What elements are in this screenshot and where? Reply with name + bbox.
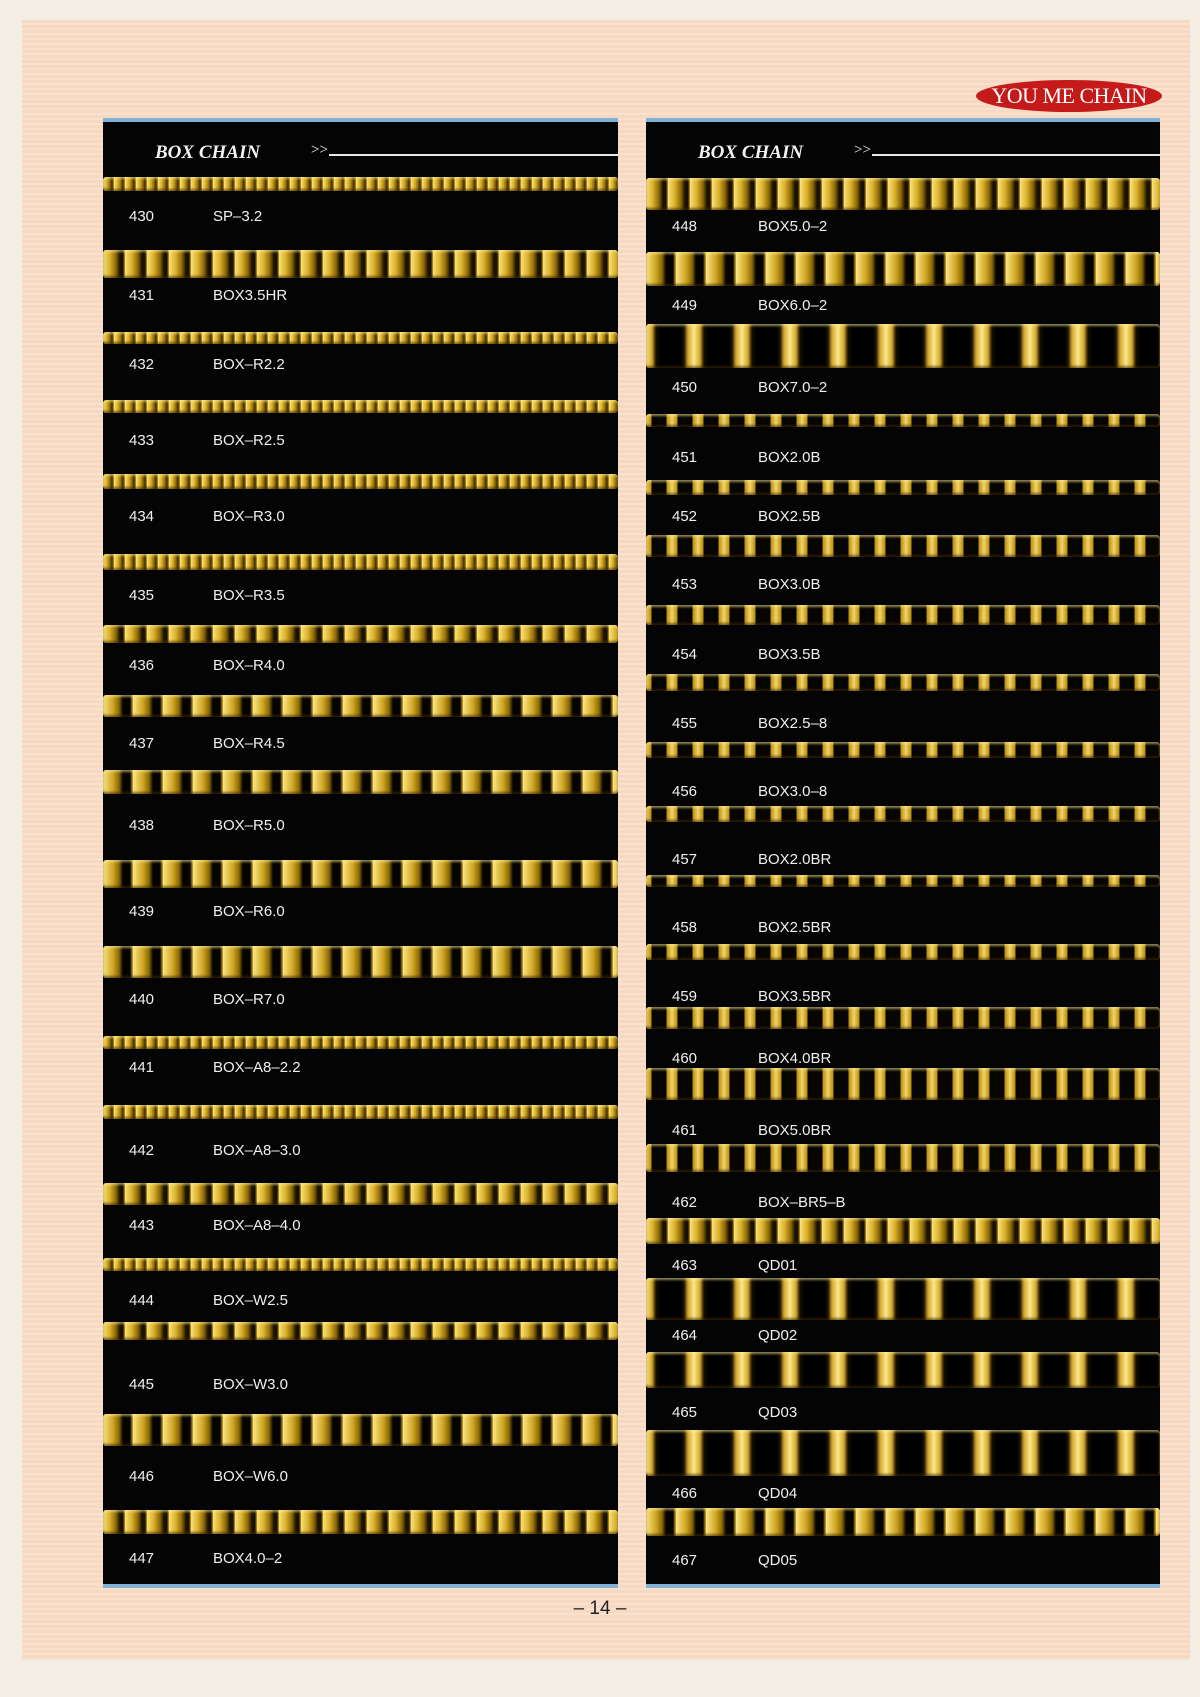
header-rule [872,154,1160,156]
item-code: BOX5.0–2 [758,218,828,235]
item-number: 449 [672,297,698,314]
item-code: BOX–W6.0 [213,1468,289,1485]
item-code: BOX2.5BR [758,919,832,936]
item-code: BOX3.5HR [213,287,288,304]
chain-image [103,1322,618,1340]
item-number: 452 [672,508,698,525]
item-code: BOX2.5B [758,508,821,525]
chain-image [646,1352,1160,1388]
item-code: QD05 [758,1552,798,1569]
panel-header [103,122,618,174]
chain-image [103,177,618,191]
chain-image [103,1414,618,1446]
item-code: BOX3.0–8 [758,783,828,800]
item-number: 467 [672,1552,698,1569]
chain-image [646,944,1160,960]
item-code: BOX–R4.0 [213,657,285,674]
item-code: BOX3.5BR [758,988,832,1005]
header-rule [329,154,618,156]
chain-image [646,1508,1160,1536]
item-number: 454 [672,646,698,663]
panel-title: BOX CHAIN [155,142,261,163]
item-code: BOX3.0B [758,576,821,593]
chain-image [646,1278,1160,1320]
chain-image [103,1510,618,1534]
item-code: BOX4.0BR [758,1050,832,1067]
item-number: 433 [129,432,155,449]
item-number: 447 [129,1550,155,1567]
chain-image [646,535,1160,557]
item-number: 441 [129,1059,155,1076]
chain-image [646,178,1160,210]
item-number: 463 [672,1257,698,1274]
item-number: 462 [672,1194,698,1211]
item-code: BOX–A8–3.0 [213,1142,301,1159]
item-code: BOX–A8–2.2 [213,1059,301,1076]
item-number: 461 [672,1122,698,1139]
item-number: 460 [672,1050,698,1067]
chain-image [103,332,618,344]
item-number: 431 [129,287,155,304]
item-code: BOX–R7.0 [213,991,285,1008]
chain-image [103,770,618,794]
panel-title: BOX CHAIN [698,142,804,163]
item-code: BOX2.5–8 [758,715,828,732]
item-code: BOX6.0–2 [758,297,828,314]
item-code: BOX4.0–2 [213,1550,283,1567]
item-number: 448 [672,218,698,235]
box-chain-panel-left [103,118,618,1588]
item-code: BOX–R2.5 [213,432,285,449]
item-number: 459 [672,988,698,1005]
chain-image [103,1258,618,1271]
item-number: 434 [129,508,155,525]
chain-image [646,674,1160,691]
item-code: BOX–R3.0 [213,508,285,525]
item-number: 450 [672,379,698,396]
item-number: 464 [672,1327,698,1344]
item-code: BOX–W2.5 [213,1292,289,1309]
item-code: BOX–R4.5 [213,735,285,752]
chain-image [646,480,1160,495]
chain-image [646,252,1160,286]
chain-image [646,1430,1160,1476]
item-number: 466 [672,1485,698,1502]
item-code: BOX2.0B [758,449,821,466]
chain-image [103,474,618,489]
item-number: 446 [129,1468,155,1485]
item-number: 436 [129,657,155,674]
chain-image [646,742,1160,758]
item-number: 445 [129,1376,155,1393]
item-code: BOX–R2.2 [213,356,285,373]
item-number: 457 [672,851,698,868]
chain-image [646,1218,1160,1244]
chain-image [103,625,618,643]
item-code: BOX–A8–4.0 [213,1217,301,1234]
chain-image [103,860,618,888]
chain-image [646,875,1160,887]
item-number: 432 [129,356,155,373]
chain-image [646,324,1160,368]
item-code: QD03 [758,1404,798,1421]
chain-image [103,695,618,717]
item-number: 456 [672,783,698,800]
item-number: 458 [672,919,698,936]
item-number: 437 [129,735,155,752]
item-number: 438 [129,817,155,834]
item-number: 465 [672,1404,698,1421]
item-code: BOX–BR5–B [758,1194,846,1211]
chain-image [103,946,618,978]
item-code: BOX–R5.0 [213,817,285,834]
item-number: 430 [129,208,155,225]
item-code: BOX–R6.0 [213,903,285,920]
item-code: BOX–W3.0 [213,1376,289,1393]
item-number: 455 [672,715,698,732]
item-code: BOX3.5B [758,646,821,663]
chain-image [103,1183,618,1205]
brand-badge: YOU ME CHAIN [976,80,1162,112]
item-code: BOX7.0–2 [758,379,828,396]
item-number: 439 [129,903,155,920]
chain-image [103,1036,618,1049]
chain-image [103,554,618,570]
item-number: 453 [672,576,698,593]
chain-image [646,1068,1160,1100]
item-number: 442 [129,1142,155,1159]
double-arrow-icon: >> [311,142,328,158]
item-code: QD01 [758,1257,798,1274]
item-number: 451 [672,449,698,466]
box-chain-panel-right [646,118,1160,1588]
page-number: – 14 – [573,1598,627,1619]
chain-image [103,1105,618,1119]
chain-image [646,605,1160,625]
item-code: BOX5.0BR [758,1122,832,1139]
chain-image [103,400,618,413]
item-code: SP–3.2 [213,208,263,225]
chain-image [103,250,618,278]
item-number: 444 [129,1292,155,1309]
item-code: BOX–R3.5 [213,587,285,604]
panel-header [646,122,1160,174]
item-code: QD02 [758,1327,798,1344]
chain-image [646,1007,1160,1029]
chain-image [646,1144,1160,1172]
item-code: QD04 [758,1485,798,1502]
chain-image [646,806,1160,822]
double-arrow-icon: >> [854,142,871,158]
item-number: 435 [129,587,155,604]
item-code: BOX2.0BR [758,851,832,868]
chain-image [646,414,1160,427]
item-number: 440 [129,991,155,1008]
item-number: 443 [129,1217,155,1234]
